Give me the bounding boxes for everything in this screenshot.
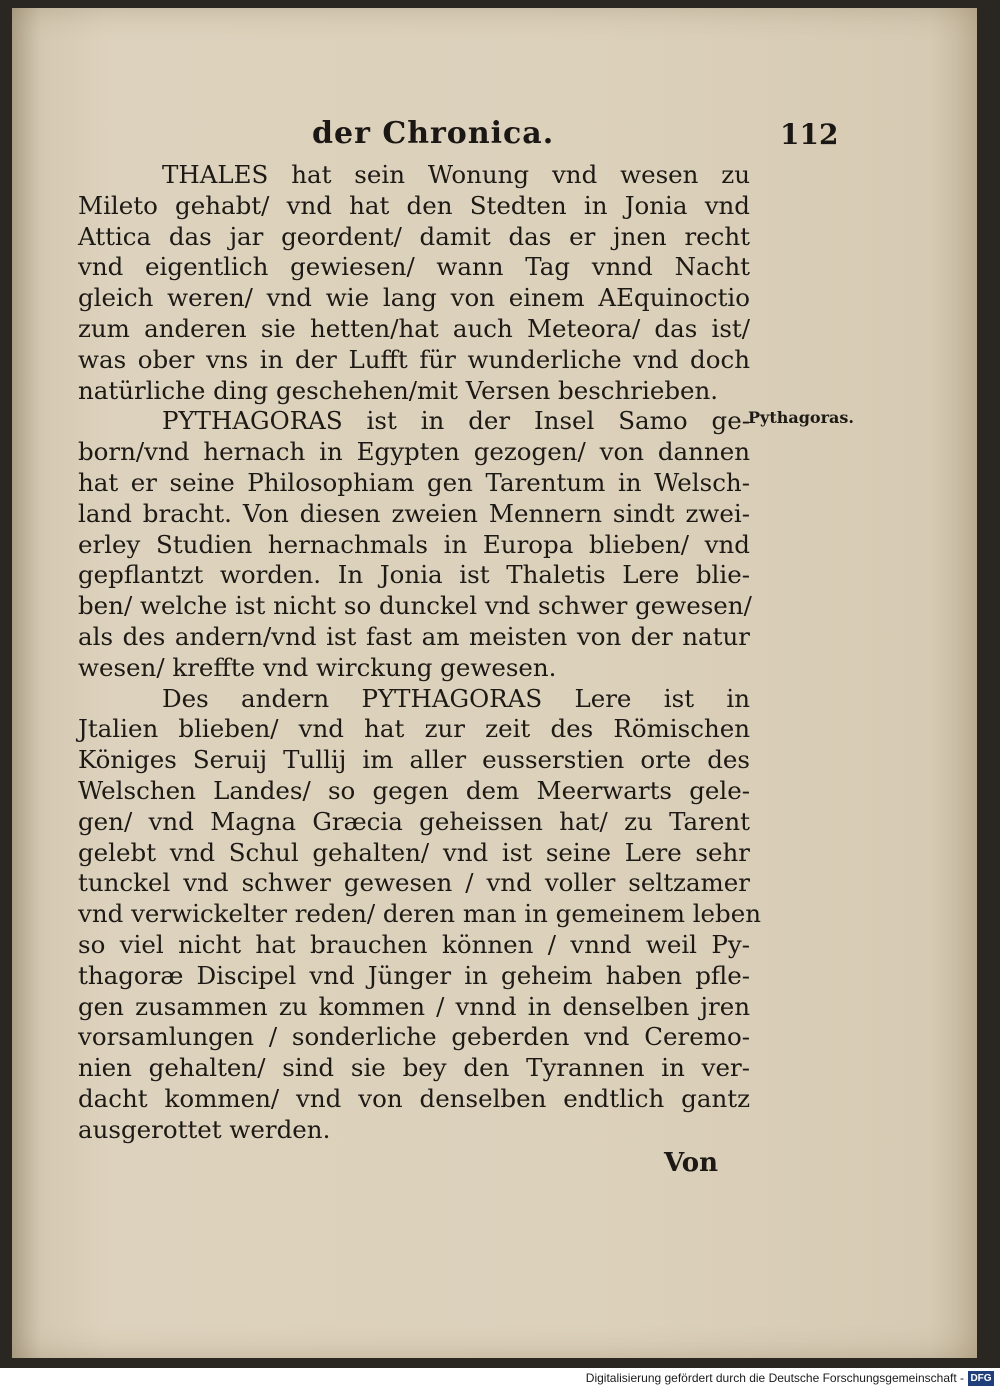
text-line: als des andern/vnd ist fast am meisten von der natur <box>78 621 750 651</box>
text-line: Attica das jar geordent/ damit das er jnen recht <box>78 221 750 251</box>
text-line: wesen/ kreffte vnd wirckung gewesen. <box>78 652 557 682</box>
text-line: Königes Seruij Tullij im aller eusserstien orte des <box>78 745 750 775</box>
text-line: hat er seine Philosophiam gen Tarentum in Welsch- <box>78 467 750 497</box>
page-header <box>12 116 977 156</box>
text-line: dacht kommen/ vnd von denselben endtlich gantz <box>78 1083 750 1113</box>
marginal-note: Pythagoras. <box>748 408 854 427</box>
catchword: Von <box>664 1148 719 1178</box>
text-line: thagoræ Discipel vnd Jünger in geheim haben pfle- <box>78 960 750 990</box>
text-line: nien gehalten/ sind sie bey den Tyrannen in ver- <box>78 1053 750 1083</box>
text-line: gleich weren/ vnd wie lang von einem AEquinoctio <box>78 283 750 313</box>
text-line: ausgerottet werden. <box>78 1114 331 1144</box>
text-line: gen/ vnd Magna Græcia geheissen hat/ zu Tarent <box>78 806 750 836</box>
text-line: ben/ welche ist nicht so dunckel vnd schwer gewesen/ <box>78 591 752 621</box>
text-line: zum anderen sie hetten/hat auch Meteora/ das ist/ <box>78 313 750 343</box>
folio-number: 112 <box>780 118 839 151</box>
text-line: natürliche ding geschehen/mit Versen beschrieben. <box>78 375 719 405</box>
text-line: gelebt vnd Schul gehalten/ vnd ist seine Lere sehr <box>78 837 750 867</box>
dfg-logo-icon: DFG <box>968 1371 994 1386</box>
text-line: vorsamlungen / sonderliche geberden vnd Ceremo- <box>78 1022 750 1052</box>
text-line: Jtalien blieben/ vnd hat zur zeit des Römischen <box>78 714 750 744</box>
digitization-footer <box>0 1368 1000 1390</box>
text-line: gepflantzt worden. In Jonia ist Thaletis Lere blie- <box>78 560 750 590</box>
text-line: was ober vns in der Lufft für wunderliche vnd doch <box>78 344 750 374</box>
text-line: land bracht. Von diesen zweien Mennern sindt zwei- <box>78 498 750 528</box>
text-line: vnd eigentlich gewiesen/ wann Tag vnnd Nacht <box>78 252 750 282</box>
text-line: PYTHAGORAS ist in der Insel Samo ge- <box>162 406 750 436</box>
text-line: Des andern PYTHAGORAS Lere ist in <box>162 683 750 713</box>
text-line: born/vnd hernach in Egypten gezogen/ von dannen <box>78 437 750 467</box>
text-line: Welschen Landes/ so gegen dem Meerwarts gele- <box>78 775 750 805</box>
text-line: vnd verwickelter reden/ deren man in gemeinem leben <box>78 899 762 929</box>
text-line: erley Studien hernachmals in Europa blieben/ vnd <box>78 529 750 559</box>
body-text <box>78 160 762 1146</box>
text-line: THALES hat sein Wonung vnd wesen zu <box>162 160 750 189</box>
book-page <box>12 8 977 1358</box>
text-line: Mileto gehabt/ vnd hat den Stedten in Jonia vnd <box>78 190 750 220</box>
text-line: tunckel vnd schwer gewesen / vnd voller seltzamer <box>78 868 750 898</box>
text-line: so viel nicht hat brauchen können / vnnd weil Py- <box>78 929 750 959</box>
text-line: gen zusammen zu kommen / vnnd in denselben jren <box>78 991 750 1021</box>
running-title: der Chronica. <box>312 116 555 151</box>
funding-credit: Digitalisierung gefördert durch die Deutsche Forschungsgemeinschaft - <box>585 1371 964 1385</box>
